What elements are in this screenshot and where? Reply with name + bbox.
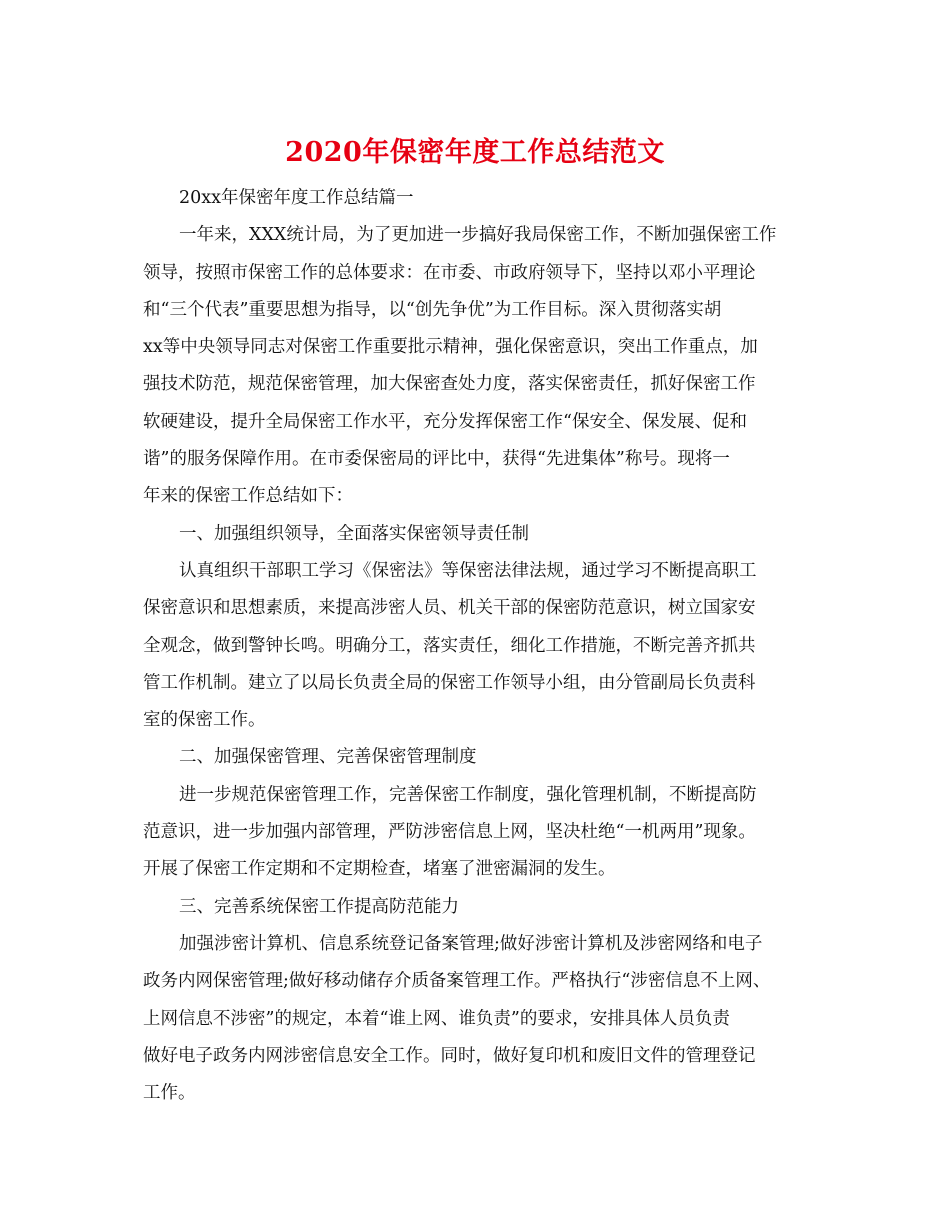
body-text-line: 范意识，进一步加强内部管理，严防涉密信息上网，坚决杜绝“一机两用”现象。 [143,822,756,843]
body-text-line: 室的保密工作。 [143,710,266,731]
body-text-line: 一、加强组织领导，全面落实保密领导责任制 [179,523,529,544]
body-text-line: 20xx年保密年度工作总结篇一 [179,188,414,208]
body-text-line: 领导，按照市保密工作的总体要求：在市委、市政府领导下，坚持以邓小平理论 [143,262,756,283]
body-text-line: 强技术防范，规范保密管理，加大保密查处力度，落实保密责任，抓好保密工作 [143,374,756,395]
body-text-line: 谐”的服务保障作用。在市委保密局的评比中，获得“先进集体”称号。现将一 [143,449,730,470]
body-text-line: 三、完善系统保密工作提高防范能力 [179,896,459,917]
body-text-line: 和“三个代表”重要思想为指导，以“创先争优”为工作目标。深入贯彻落实胡 [143,299,722,320]
body-text-line: 进一步规范保密管理工作，完善保密工作制度，强化管理机制，不断提高防 [179,784,757,805]
body-text-line: 管工作机制。建立了以局长负责全局的保密工作领导小组，由分管副局长负责科 [143,672,756,693]
body-text-line: 保密意识和思想素质，来提高涉密人员、机关干部的保密防范意识，树立国家安 [143,598,756,619]
body-text-line: 上网信息不涉密”的规定，本着“谁上网、谁负责”的要求，安排具体人员负责 [143,1008,730,1029]
body-text-line: 一年来，XXX统计局，为了更加进一步搞好我局保密工作，不断加强保密工作 [179,225,777,246]
body-text-line: xx等中央领导同志对保密工作重要批示精神，强化保密意识，突出工作重点，加 [143,337,758,358]
body-text-line: 加强涉密计算机、信息系统登记备案管理;做好涉密计算机及涉密网络和电子 [179,933,763,954]
document-title: 2020年保密年度工作总结范文 [285,137,665,168]
body-text-line: 政务内网保密管理;做好移动储存介质备案管理工作。严格执行“涉密信息不上网、 [143,971,771,992]
body-text-line: 年来的保密工作总结如下： [143,486,353,507]
body-text-line: 全观念，做到警钟长鸣。明确分工，落实责任，细化工作措施，不断完善齐抓共 [143,635,756,656]
body-text-line: 二、加强保密管理、完善保密管理制度 [179,747,477,768]
document-body [143,180,813,1112]
body-text-line: 软硬建设，提升全局保密工作水平，充分发挥保密工作“保安全、保发展、促和 [143,411,747,432]
body-text-line: 做好电子政务内网涉密信息安全工作。同时，做好复印机和废旧文件的管理登记 [143,1045,756,1066]
body-text-line: 认真组织干部职工学习《保密法》等保密法律法规，通过学习不断提高职工 [179,560,757,581]
body-text-line: 开展了保密工作定期和不定期检查，堵塞了泄密漏洞的发生。 [143,859,616,880]
body-text-line: 工作。 [143,1083,196,1104]
